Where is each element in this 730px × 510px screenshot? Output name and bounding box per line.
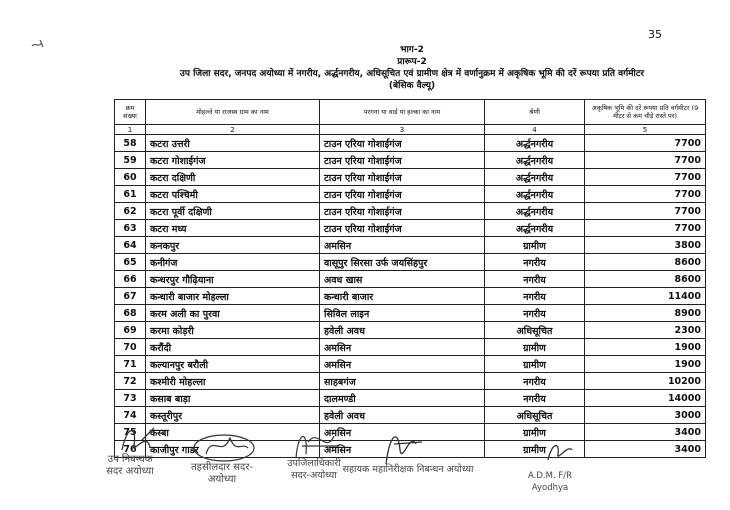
cell-rate: 7700 [585,220,706,237]
signature-adm [508,436,588,496]
cell-ward: कन्धारी बाजार [320,288,485,305]
signature-tehsildar [186,428,266,498]
cell-locality: कल्यानपुर बरौली [146,356,320,373]
cell-serial: 64 [115,237,146,254]
cell-locality: कटरा मध्य [146,220,320,237]
cell-locality: कटरा दक्षिणी [146,169,320,186]
cell-category: अर्द्धनगरीय [485,152,585,169]
cell-category: अधिसूचित [485,407,585,424]
cell-rate: 14000 [585,390,706,407]
cell-rate: 8600 [585,254,706,271]
cell-category: अधिसूचित [485,322,585,339]
cell-locality: कटरा पूर्वी दक्षिणी [146,203,320,220]
cell-category: नगरीय [485,373,585,390]
page-number: 35 [648,28,662,41]
header-serial: क्रम संख्या [115,100,146,125]
cell-serial: 75 [115,424,146,441]
table-row [115,254,706,271]
cell-ward: अमसिन [320,441,485,458]
cell-locality: करम अली का पुरवा [146,305,320,322]
signature-aig [342,438,508,498]
cell-locality: काजीपुर गाडर [146,441,320,458]
cell-serial: 71 [115,356,146,373]
cell-category: नगरीय [485,271,585,288]
column-number: 3 [320,125,485,135]
column-number-row [115,125,706,135]
cell-locality: कटरा पश्चिमी [146,186,320,203]
cell-category: ग्रामीण [485,339,585,356]
cell-rate: 8600 [585,271,706,288]
cell-rate: 3400 [585,424,706,441]
cell-locality: कन्धारी बाजार मोहल्ला [146,288,320,305]
cell-rate: 11400 [585,288,706,305]
header-locality: मोहल्ले या राजस्व ग्राम का नाम [146,100,320,125]
cell-ward: वासूपुर सिरसा उर्फ जयसिंहपुर [320,254,485,271]
table-header-row [115,100,706,125]
table-row [115,152,706,169]
stray-ink-mark [30,38,46,52]
cell-ward: अवध खास [320,271,485,288]
cell-serial: 62 [115,203,146,220]
part-label: भाग-2 [400,45,424,55]
cell-rate: 3000 [585,407,706,424]
cell-serial: 74 [115,407,146,424]
cell-rate: 7700 [585,135,706,152]
cell-serial: 66 [115,271,146,288]
cell-serial: 60 [115,169,146,186]
cell-ward: सिविल लाइन [320,305,485,322]
column-number: 4 [485,125,585,135]
cell-ward: टाउन एरिया गोशाईगंज [320,203,485,220]
signature-scribble [186,428,266,464]
cell-rate: 10200 [585,373,706,390]
table-row [115,407,706,424]
cell-category: नगरीय [485,305,585,322]
column-number: 5 [585,125,706,135]
column-number: 2 [146,125,320,135]
column-number: 1 [115,125,146,135]
cell-rate: 7700 [585,169,706,186]
document-subtitle: (बेसिक वैल्यू) [388,81,436,91]
cell-serial: 69 [115,322,146,339]
signature-scribble [376,424,436,468]
cell-serial: 67 [115,288,146,305]
cell-ward: दालमण्डी [320,390,485,407]
cell-locality: करमा कोड़री [146,322,320,339]
signature-sub-registrar [92,420,182,505]
cell-ward: अमसिन [320,237,485,254]
cell-rate: 3400 [585,441,706,458]
document-heading [112,44,712,92]
cell-ward: अमसिन [320,356,485,373]
rate-table [114,99,706,458]
table-row [115,356,706,373]
table-row [115,390,706,407]
cell-locality: कनीगंज [146,254,320,271]
cell-serial: 68 [115,305,146,322]
cell-ward: हवेली अवध [320,407,485,424]
table-row [115,339,706,356]
cell-category: अर्द्धनगरीय [485,186,585,203]
cell-category: नगरीय [485,390,585,407]
signature-sdm [278,424,358,494]
table-row [115,220,706,237]
stamp-tehsildar: तहसीलदार सदर-अयोध्या [190,462,254,485]
cell-ward: हवेली अवध [320,322,485,339]
cell-rate: 2300 [585,322,706,339]
cell-rate: 7700 [585,203,706,220]
form-label: प्रारूप-2 [397,57,427,67]
cell-locality: कन्धरपुर गौढ़ियाना [146,271,320,288]
cell-serial: 65 [115,254,146,271]
cell-rate: 7700 [585,152,706,169]
cell-locality: कश्मीरी मोहल्ला [146,373,320,390]
cell-serial: 63 [115,220,146,237]
cell-serial: 70 [115,339,146,356]
cell-category: नगरीय [485,254,585,271]
table-row [115,305,706,322]
header-category: श्रेणी [485,100,585,125]
cell-rate: 8900 [585,305,706,322]
cell-ward: टाउन एरिया गोशाईगंज [320,169,485,186]
cell-locality: कस्बा [146,424,320,441]
cell-category: ग्रामीण [485,424,585,441]
stamp-sub-registrar: उप निबन्धक सदर अयोध्या [106,454,154,477]
stamp-sdm: उपजिलाधिकारी सदर-अयोध्या [287,458,341,481]
document-title: उप जिला सदर, जनपद अयोध्या में नगरीय, अर्द्धनगरीय, अधिसूचित एवं ग्रामीण क्षेत्र में वर्णानुक्रम में अकृषिक भूमि की दरें रूपया प्रति वर्गमीटर [179,69,645,79]
cell-locality: करौंदी [146,339,320,356]
cell-ward: साहबगंज [320,373,485,390]
cell-ward: अमसिन [320,339,485,356]
cell-serial: 59 [115,152,146,169]
cell-rate: 7700 [585,186,706,203]
cell-locality: कनकपुर [146,237,320,254]
cell-rate: 1900 [585,339,706,356]
cell-serial: 58 [115,135,146,152]
cell-ward: टाउन एरिया गोशाईगंज [320,186,485,203]
table-row [115,203,706,220]
cell-ward: अमसिन [320,424,485,441]
cell-locality: कटरा गोशाईगंज [146,152,320,169]
cell-category: अर्द्धनगरीय [485,135,585,152]
stamp-aig: सहायक महानिरीक्षक निबन्धन अयोध्या [342,464,474,475]
cell-serial: 61 [115,186,146,203]
cell-serial: 73 [115,390,146,407]
cell-locality: कसाब बाड़ा [146,390,320,407]
cell-rate: 1900 [585,356,706,373]
cell-category: ग्रामीण [485,356,585,373]
table-row [115,271,706,288]
table-row [115,373,706,390]
cell-locality: कस्तूरीपुर [146,407,320,424]
cell-category: ग्रामीण [485,237,585,254]
cell-serial: 72 [115,373,146,390]
cell-category: नगरीय [485,288,585,305]
table-row [115,135,706,152]
table-row [115,169,706,186]
cell-category: अर्द्धनगरीय [485,203,585,220]
stamp-adm: A.D.M. F/R Ayodhya [527,471,572,493]
cell-rate: 3800 [585,237,706,254]
table-row [115,186,706,203]
cell-category: ग्रामीण [485,441,585,458]
cell-ward: टाउन एरिया गोशाईगंज [320,135,485,152]
table-row [115,288,706,305]
signature-scribble [536,436,586,466]
table-row [115,237,706,254]
cell-ward: टाउन एरिया गोशाईगंज [320,220,485,237]
header-rate: अकृषिक भूमि की दरें रूपया प्रति वर्गमीटर (9 मीटर से कम चौड़े रास्ते पर) [585,100,706,125]
cell-serial: 76 [115,441,146,458]
table-row [115,322,706,339]
cell-category: अर्द्धनगरीय [485,220,585,237]
cell-locality: कटरा उत्तरी [146,135,320,152]
cell-ward: टाउन एरिया गोशाईगंज [320,152,485,169]
header-ward: परगना या वार्ड या हल्का का नाम [320,100,485,125]
cell-category: अर्द्धनगरीय [485,169,585,186]
